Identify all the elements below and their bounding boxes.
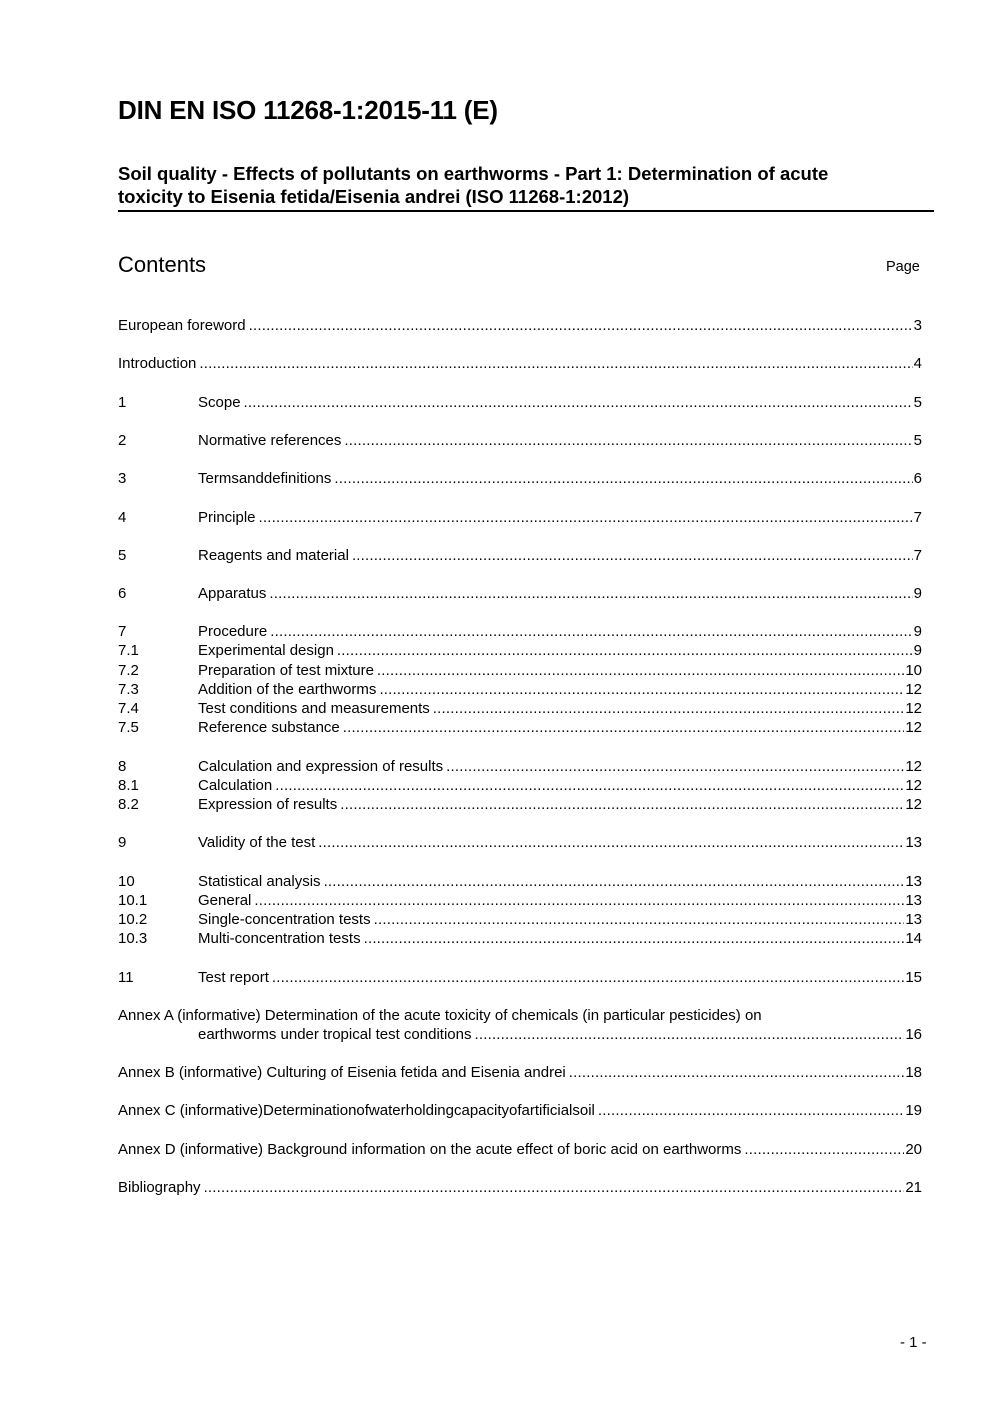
toc-entry[interactable] — [118, 872, 922, 891]
toc-entry[interactable] — [118, 622, 922, 641]
toc-entry-page: 12 — [905, 777, 922, 794]
toc-entry-title: Introduction — [118, 355, 197, 372]
toc-entry-page: 19 — [905, 1102, 922, 1119]
document-title: Soil quality - Effects of pollutants on earthworms - Part 1: Determination of acute toxicity to Eisenia fetida/Eisenia andrei (ISO 11268-1:2012) — [118, 163, 829, 207]
toc-entry[interactable] — [118, 1101, 922, 1120]
toc-entry-title: Calculation and expression of results — [198, 758, 444, 775]
toc-entry[interactable] — [118, 431, 922, 450]
toc-entry[interactable] — [118, 393, 922, 412]
toc-entry[interactable] — [118, 718, 922, 737]
toc-entry-title: Principle — [198, 509, 256, 526]
toc-entry-title: Statistical analysis — [198, 873, 321, 890]
toc-entry-page: 20 — [905, 1141, 922, 1158]
toc-entry-number: 7.5 — [118, 719, 139, 736]
toc-entry-title: Single-concentration tests — [198, 911, 371, 928]
toc-entry-title: Experimental design — [198, 642, 334, 659]
toc-entry-number: 3 — [118, 470, 127, 487]
toc-entry[interactable] — [118, 968, 922, 987]
toc-entry-page: 12 — [905, 758, 922, 775]
toc-leader-dots — [433, 699, 905, 718]
toc-entry[interactable] — [118, 776, 922, 795]
toc-entry-page: 15 — [905, 969, 922, 986]
toc-entry-page: 5 — [913, 432, 922, 449]
toc-entry[interactable] — [118, 354, 922, 373]
toc-entry-number: 7 — [118, 623, 127, 640]
contents-heading: Contents — [118, 252, 207, 277]
document-id: DIN EN ISO 11268-1:2015-11 (E) — [118, 95, 498, 125]
toc-entry-title: Annex D (informative) Background information on the acute effect of boric acid on earthworms — [118, 1141, 742, 1158]
toc-entry-title: Multi-concentration tests — [198, 930, 361, 947]
toc-entry[interactable] — [118, 1006, 922, 1025]
toc-entry-title: Test report — [198, 969, 269, 986]
toc-entry-title: General — [198, 892, 252, 909]
toc-entry[interactable] — [118, 910, 922, 929]
toc-entry-number: 7.4 — [118, 700, 139, 717]
toc-leader-dots — [249, 316, 913, 335]
toc-entry[interactable] — [118, 833, 922, 852]
toc-entry-page: 7 — [913, 509, 922, 526]
toc-leader-dots — [364, 929, 905, 948]
toc-entry-title: Normative references — [198, 432, 342, 449]
toc-entry-page: 10 — [905, 662, 922, 679]
toc-entry-title: Reagents and material — [198, 547, 349, 564]
toc-leader-dots — [270, 622, 912, 641]
toc-entry-number: 8.2 — [118, 796, 139, 813]
toc-leader-dots — [377, 661, 904, 680]
toc-entry-page: 13 — [905, 834, 922, 851]
toc-entry-page: 12 — [905, 681, 922, 698]
toc-entry[interactable] — [118, 508, 922, 527]
toc-entry-title: Scope — [198, 394, 241, 411]
toc-leader-dots — [343, 718, 905, 737]
toc-entry-number: 8.1 — [118, 777, 139, 794]
toc-leader-dots — [374, 910, 905, 929]
toc-entry-number: 10 — [118, 873, 135, 890]
toc-entry-page: 13 — [905, 911, 922, 928]
toc-entry-title: Expression of results — [198, 796, 338, 813]
toc-entry-title: Calculation — [198, 777, 273, 794]
toc-entry-page: 16 — [905, 1026, 922, 1043]
toc-entry-number: 5 — [118, 547, 127, 564]
toc-leader-dots — [272, 968, 904, 987]
toc-entry-number: 7.2 — [118, 662, 139, 679]
toc-leader-dots — [569, 1063, 905, 1082]
toc-entry-page: 4 — [913, 355, 922, 372]
toc-entry-page: 12 — [905, 700, 922, 717]
toc-leader-dots — [244, 393, 913, 412]
toc-entry[interactable] — [118, 757, 922, 776]
toc-entry[interactable] — [118, 469, 922, 488]
toc-leader-dots — [744, 1140, 904, 1159]
toc-entry-page: 21 — [905, 1179, 922, 1196]
toc-entry[interactable] — [118, 661, 922, 680]
toc-entry-page: 3 — [913, 317, 922, 334]
toc-entry-page: 13 — [905, 873, 922, 890]
toc-leader-dots — [340, 795, 904, 814]
toc-entry[interactable] — [118, 1063, 922, 1082]
toc-entry-page: 12 — [905, 719, 922, 736]
toc-entry[interactable] — [118, 891, 922, 910]
toc-entry-page: 14 — [905, 930, 922, 947]
toc-leader-dots — [275, 776, 904, 795]
toc-entry-number: 2 — [118, 432, 127, 449]
toc-entry-continuation[interactable] — [118, 1025, 922, 1044]
toc-entry-title: Apparatus — [198, 585, 267, 602]
toc-entry-page: 18 — [905, 1064, 922, 1081]
toc-entry-number: 11 — [118, 969, 134, 986]
toc-entry-title: Preparation of test mixture — [198, 662, 374, 679]
toc-leader-dots — [259, 508, 913, 527]
toc-entry[interactable] — [118, 699, 922, 718]
page-number: - 1 - — [900, 1334, 927, 1351]
toc-entry[interactable] — [118, 584, 922, 603]
toc-entry-number: 7.3 — [118, 681, 139, 698]
toc-entry-number: 6 — [118, 585, 127, 602]
toc-leader-dots — [334, 469, 912, 488]
toc-entry[interactable] — [118, 316, 922, 335]
toc-entry-number: 10.1 — [118, 892, 148, 909]
toc-entry-number: 4 — [118, 509, 127, 526]
toc-entry-title: Annex C (informative)Determinationofwaterholdingcapacityofartificialsoil — [118, 1102, 595, 1119]
toc-entry-title-continuation: earthworms under tropical test conditions — [198, 1026, 472, 1043]
toc-entry[interactable] — [118, 1178, 922, 1197]
toc-leader-dots — [344, 431, 912, 450]
toc-entry-title: Bibliography — [118, 1179, 201, 1196]
toc-entry[interactable] — [118, 546, 922, 565]
toc-entry-page: 9 — [913, 642, 922, 659]
toc-entry-number: 8 — [118, 758, 127, 775]
toc-leader-dots — [446, 757, 904, 776]
toc-entry-title: Termsanddefinitions — [198, 470, 332, 487]
toc-entry[interactable] — [118, 641, 922, 660]
toc-entry-page: 9 — [913, 623, 922, 640]
toc-leader-dots — [254, 891, 904, 910]
toc-entry[interactable] — [118, 1140, 922, 1159]
toc-entry-page: 9 — [913, 585, 922, 602]
toc-entry-title: Procedure — [198, 623, 268, 640]
toc-leader-dots — [352, 546, 913, 565]
toc-entry-title: Addition of the earthworms — [198, 681, 377, 698]
toc-entry-number: 1 — [118, 394, 127, 411]
toc-entry-title: Annex A (informative) Determination of the acute toxicity of chemicals (in particular pesticides) on — [118, 1007, 762, 1024]
toc-leader-dots — [474, 1025, 904, 1044]
toc-entry-title: Annex B (informative) Culturing of Eisenia fetida and Eisenia andrei — [118, 1064, 566, 1081]
toc-entry-title: Validity of the test — [198, 834, 316, 851]
toc-leader-dots — [318, 833, 904, 852]
toc-entry-number: 9 — [118, 834, 127, 851]
toc-entry-title: Test conditions and measurements — [198, 700, 430, 717]
toc-leader-dots — [379, 680, 904, 699]
toc-entry-number: 10.3 — [118, 930, 148, 947]
toc-entry-page: 12 — [905, 796, 922, 813]
toc-entry[interactable] — [118, 795, 922, 814]
toc-entry[interactable] — [118, 680, 922, 699]
toc-entry[interactable] — [118, 929, 922, 948]
toc-leader-dots — [269, 584, 912, 603]
toc-leader-dots — [204, 1178, 905, 1197]
title-rule — [118, 210, 934, 212]
toc-leader-dots — [324, 872, 905, 891]
toc-leader-dots — [337, 641, 913, 660]
toc-entry-page: 5 — [913, 394, 922, 411]
page-column-heading: Page — [886, 259, 920, 275]
toc-leader-dots — [598, 1101, 904, 1120]
toc-entry-page: 6 — [913, 470, 922, 487]
toc-entry-number: 10.2 — [118, 911, 148, 928]
toc-entry-number: 7.1 — [118, 642, 139, 659]
toc-entry-page: 7 — [913, 547, 922, 564]
toc-entry-title: European foreword — [118, 317, 246, 334]
toc-entry-page: 13 — [905, 892, 922, 909]
toc-leader-dots — [199, 354, 912, 373]
toc-entry-title: Reference substance — [198, 719, 340, 736]
